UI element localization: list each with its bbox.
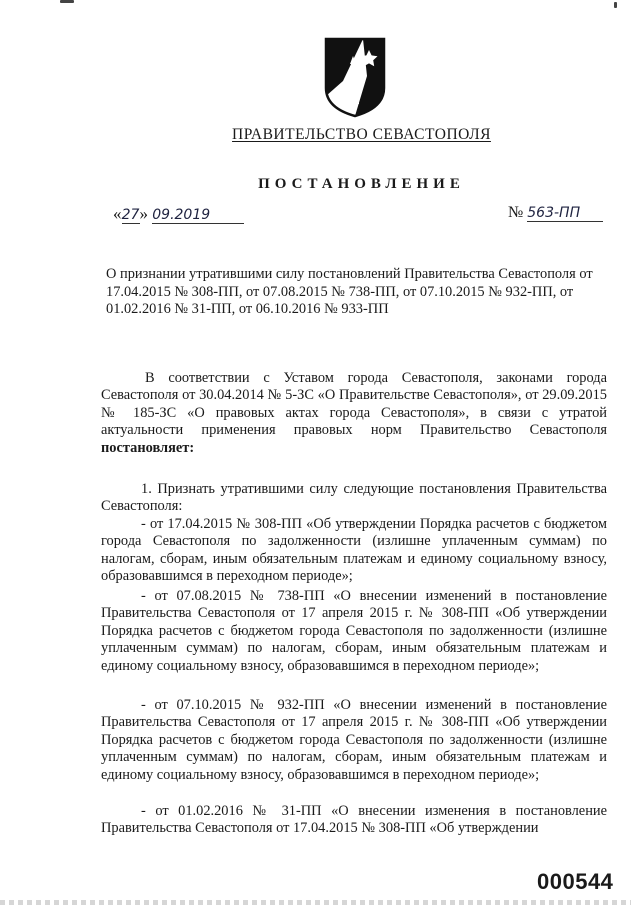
- document-date: [113, 204, 244, 224]
- scan-artifact: [614, 2, 617, 8]
- sevastopol-coat-of-arms-icon: [323, 36, 387, 118]
- date-open-quote: «: [113, 204, 122, 223]
- bullet-paragraph-4: [101, 803, 607, 838]
- intro-resolves: постановляет:: [101, 439, 195, 456]
- date-close-quote: »: [139, 204, 148, 223]
- bullet-3-text: - от 07.10.2015 № 932-ПП «О внесении изменений в постановление Правительства Севастополя от 17 апреля 2015 г. № 308-ПП «Об утверждении Порядка расчетов с бюджетом города Севастополя по задолженности (излишне уплаченным суммам) по налогам, сборам, иным обязательным платежам и единому социальному взносу, образовавшимся в переходном периоде»;: [101, 697, 607, 783]
- number-value: 563-ПП: [527, 205, 603, 222]
- bullet-paragraph-3: [101, 697, 607, 784]
- document-subject: О признании утратившими силу постановлений Правительства Севастополя от 17.04.2015 № 308-ПП, от 07.08.2015 № 738-ПП, от 07.10.2015 № 932-ПП, от 01.02.2016 № 31-ПП, от 06.10.2016 № 933-ПП: [106, 266, 593, 317]
- number-sign: №: [508, 204, 524, 221]
- date-day: 27: [121, 207, 140, 223]
- government-title: ПРАВИТЕЛЬСТВО СЕВАСТОПОЛЯ: [232, 126, 491, 143]
- item-1-paragraph: [101, 481, 607, 516]
- item-1-text: 1. Признать утратившими силу следующие постановления Правительства Севастополя:: [101, 481, 607, 515]
- intro-paragraph: [101, 370, 607, 457]
- bullet-4-text: - от 01.02.2016 № 31-ПП «О внесении изменения в постановление Правительства Севастополя от 17.04.2015 № 308-ПП «Об утверждении: [101, 803, 607, 837]
- bullet-paragraph-2: [101, 588, 607, 675]
- date-month-year: 09.2019: [152, 207, 244, 224]
- document-type-heading: ПОСТАНОВЛЕНИЕ: [258, 176, 465, 192]
- intro-text: В соответствии с Уставом города Севастополя, законами города Севастополя от 30.04.2014 № 5-ЗС «О Правительстве Севастополя», от 29.09.2015 № 185-ЗС «О правовых актах города Севастополя», в связи с утратой актуальности применения правовых норм Правительство Севастополя: [101, 370, 607, 439]
- bullet-1-text: - от 17.04.2015 № 308-ПП «Об утверждении Порядка расчетов с бюджетом города Севастополя по задолженности (излишне уплаченным суммам) по налогам, сборам, иным обязательным платежам и единому социальному взносу, образовавшимся в переходном периоде»;: [101, 516, 607, 585]
- document-number: [508, 204, 603, 222]
- bullet-paragraph-1: [101, 516, 607, 586]
- scan-artifact: [60, 0, 74, 3]
- serial-number-stamp: 000544: [537, 869, 614, 894]
- bullet-2-text: - от 07.08.2015 № 738-ПП «О внесении изменений в постановление Правительства Севастополя от 17 апреля 2015 г. № 308-ПП «Об утверждении Порядка расчетов с бюджетом города Севастополя по задолженности (излишне уплаченным суммам) по налогам, сборам, иным обязательным платежам и единому социальному взносу, образовавшимся в переходном периоде»;: [101, 588, 607, 674]
- scan-edge-strip: [0, 900, 631, 905]
